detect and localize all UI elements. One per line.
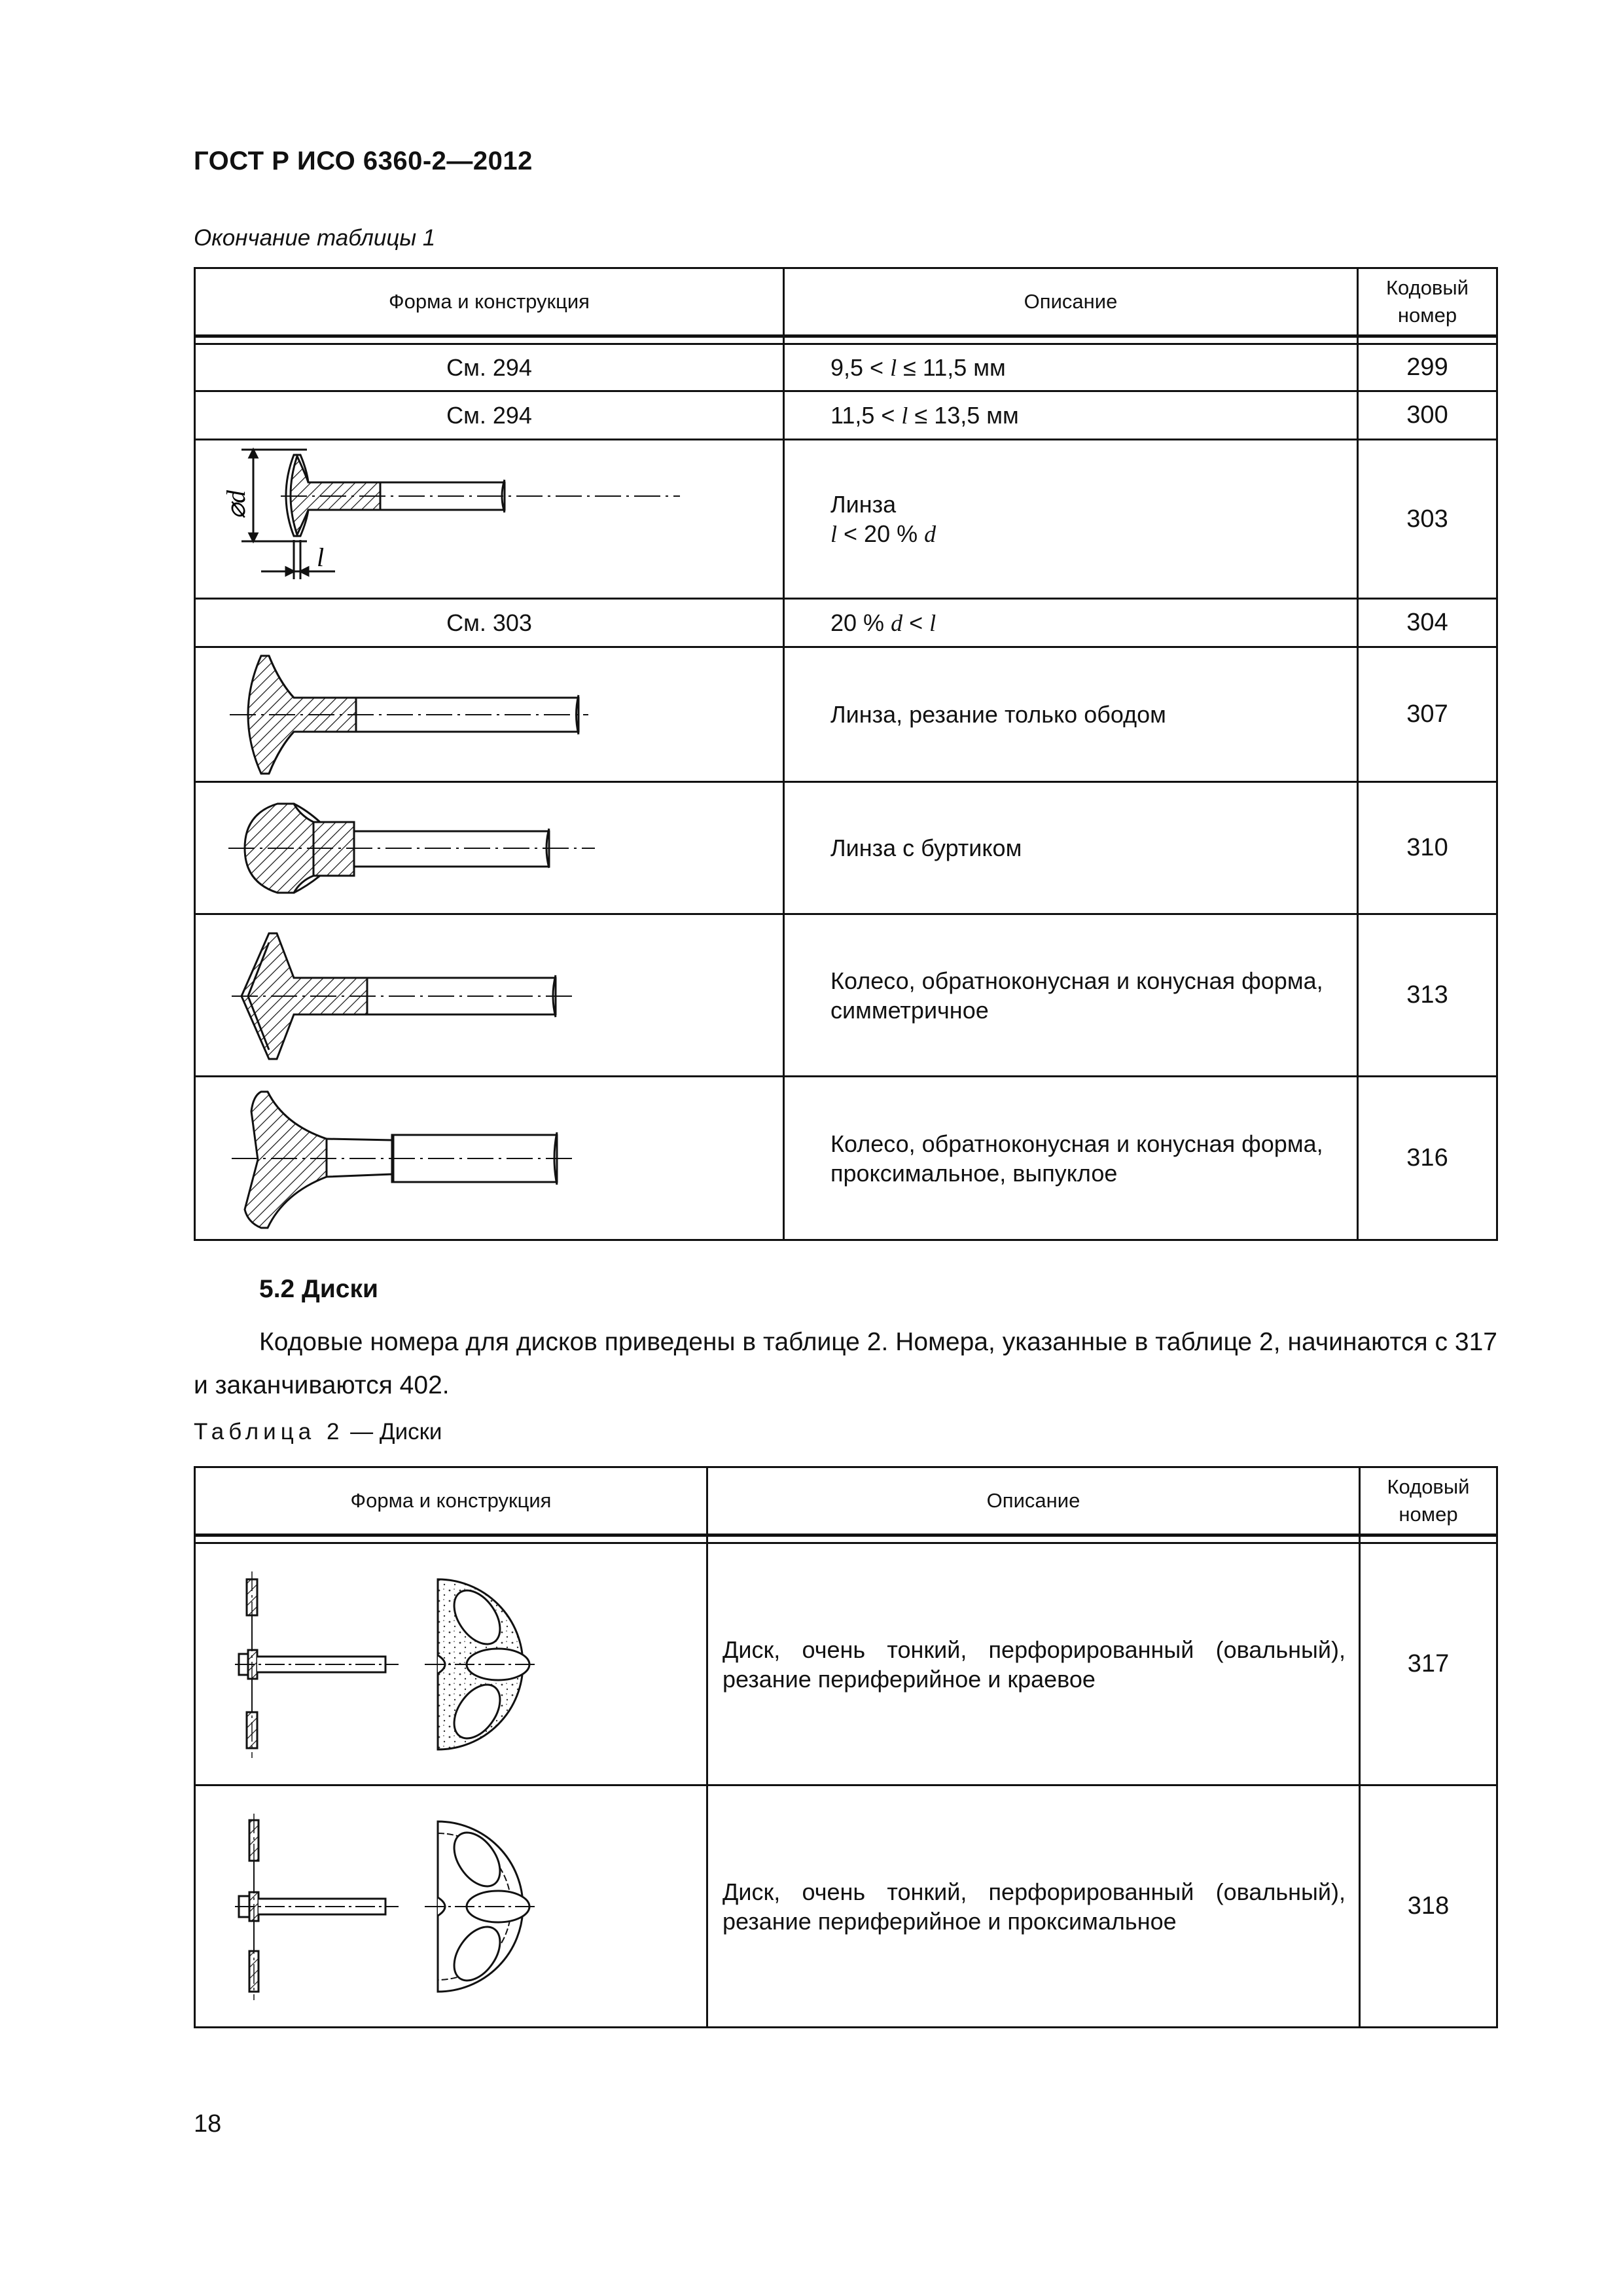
table-row: [195, 1077, 1497, 1240]
row-description: [784, 914, 1358, 1077]
column-header-description: Описание: [784, 268, 1358, 336]
shape-reference: См. 303: [195, 599, 784, 647]
row-description: [784, 647, 1358, 782]
description-text: Диск, очень тонкий, перфорированный (овальный), резание периферийное и краевое: [722, 1636, 1346, 1693]
shape-reference: См. 294: [195, 344, 784, 391]
code-number: 303: [1358, 440, 1497, 599]
column-header-shape: Форма и конструкция: [195, 1467, 707, 1535]
table-row: [195, 344, 1497, 391]
row-description: [784, 782, 1358, 914]
table-row: [195, 391, 1497, 440]
description-text: 20 % d < l: [830, 609, 936, 636]
wheel-proximal-drawing: [196, 1079, 781, 1238]
table-row: [195, 782, 1497, 914]
column-header-code: Кодовый номер: [1360, 1467, 1497, 1535]
section-paragraph: Кодовые номера для дисков приведены в таблице 2. Номера, указанные в таблице 2, начинаются с 317 и заканчиваются 402.: [194, 1328, 1497, 1399]
row-description: [784, 599, 1358, 647]
table2-caption: [194, 1419, 442, 1445]
description-text: Диск, очень тонкий, перфорированный (овальный), резание периферийное и проксимальное: [722, 1878, 1346, 1935]
table2-caption-prefix: Таблица 2: [194, 1419, 344, 1444]
table-row: [195, 1543, 1497, 1785]
description-text: 9,5 < l ≤ 11,5 мм: [830, 353, 1006, 381]
table-row: [195, 647, 1497, 782]
description-text: Колесо, обратноконусная и конусная форма, проксимальное, выпуклое: [830, 1130, 1323, 1187]
table-row: [195, 440, 1497, 599]
code-number: 300: [1358, 391, 1497, 440]
code-number: 304: [1358, 599, 1497, 647]
shape-drawing-316: [195, 1077, 784, 1240]
column-header-code: Кодовый номер: [1358, 268, 1497, 336]
table-row: [195, 599, 1497, 647]
row-description: [707, 1785, 1360, 2028]
row-description: [784, 391, 1358, 440]
document-header: ГОСТ Р ИСО 6360-2—2012: [194, 147, 533, 175]
diameter-label: ⌀d: [221, 490, 251, 519]
description-text: Линза, резание только ободом: [830, 701, 1166, 728]
code-number: 317: [1360, 1543, 1497, 1785]
code-number: 310: [1358, 782, 1497, 914]
table2-caption-suffix: — Диски: [344, 1419, 442, 1444]
column-header-description: Описание: [707, 1467, 1360, 1535]
lens-collar-drawing: [196, 784, 781, 912]
description-text: Колесо, обратноконусная и конусная форма, симметричное: [830, 967, 1323, 1024]
wheel-symmetric-drawing: [196, 916, 781, 1075]
column-header-shape: Форма и конструкция: [195, 268, 784, 336]
description-text: 11,5 < l ≤ 13,5 мм: [830, 401, 1019, 429]
row-description: [707, 1543, 1360, 1785]
shape-drawing-307: [195, 647, 784, 782]
table-row: [195, 914, 1497, 1077]
disc-perforated-edge-drawing: [196, 1545, 704, 1784]
shape-reference: См. 294: [195, 391, 784, 440]
shape-drawing-303: [195, 440, 784, 599]
lens-bur-drawing: [196, 442, 781, 597]
lens-rim-drawing: [196, 649, 781, 780]
shape-drawing-310: [195, 782, 784, 914]
table-row: [195, 1785, 1497, 2028]
shape-drawing-318: [195, 1785, 707, 2028]
length-label: l: [317, 542, 325, 572]
description-line-2: l < 20 % d: [830, 520, 936, 547]
code-number: 313: [1358, 914, 1497, 1077]
disc-perforated-proximal-drawing: [196, 1787, 704, 2026]
section-title: 5.2 Диски: [259, 1275, 378, 1303]
shape-drawing-317: [195, 1543, 707, 1785]
page-number: 18: [194, 2110, 222, 2138]
code-number: 316: [1358, 1077, 1497, 1240]
row-description: [784, 1077, 1358, 1240]
shape-drawing-313: [195, 914, 784, 1077]
description-line-1: Линза: [830, 490, 897, 518]
description-text: Линза с буртиком: [830, 834, 1022, 861]
code-number: 307: [1358, 647, 1497, 782]
row-description: [784, 440, 1358, 599]
code-number: 318: [1360, 1785, 1497, 2028]
code-number: 299: [1358, 344, 1497, 391]
table-1: [194, 267, 1498, 1241]
row-description: [784, 344, 1358, 391]
table1-caption: Окончание таблицы 1: [194, 225, 436, 251]
table-2: [194, 1466, 1498, 2028]
